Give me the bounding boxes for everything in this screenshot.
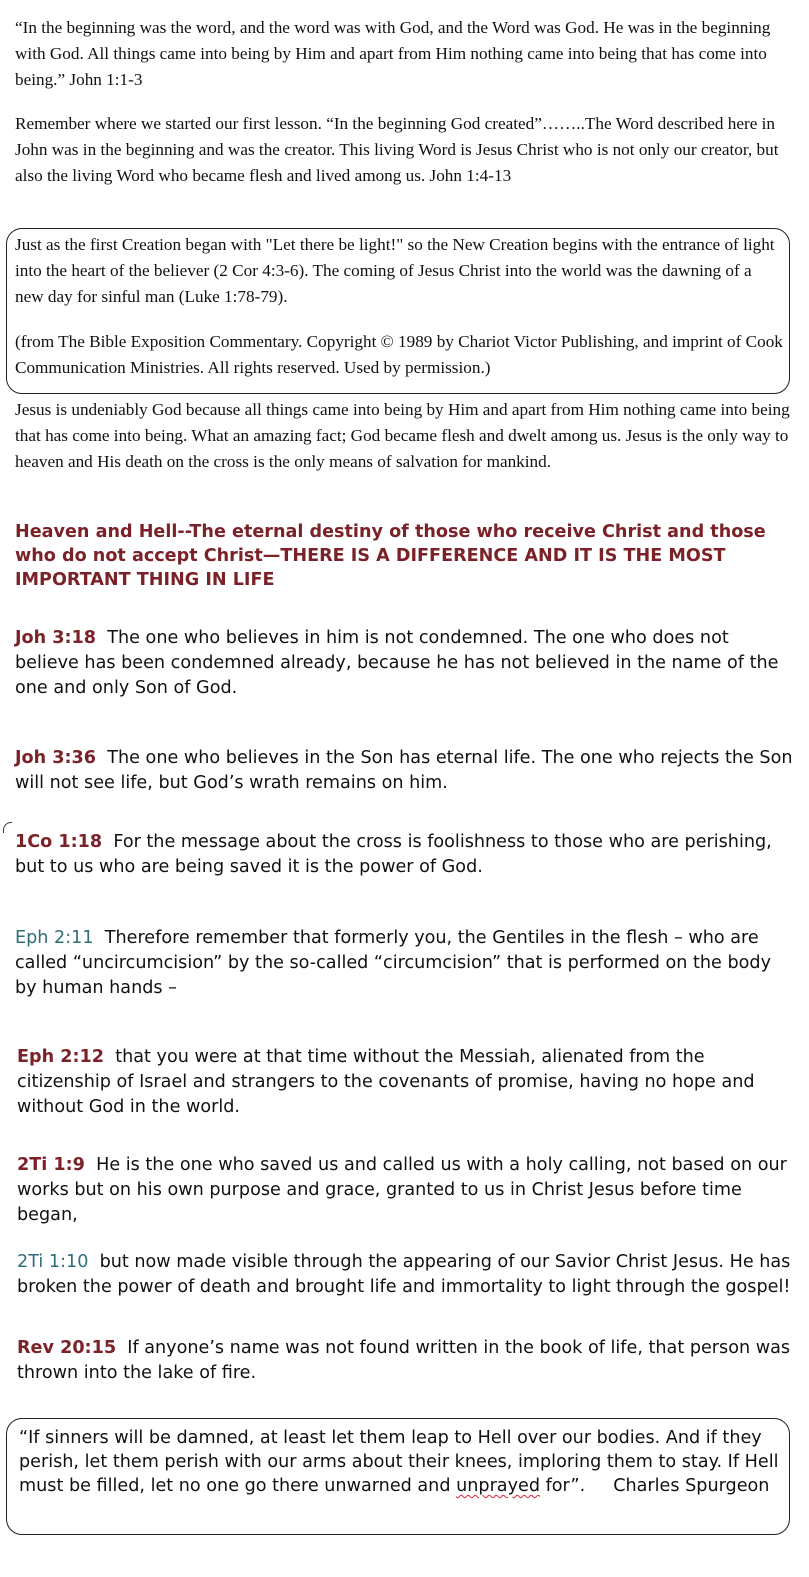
verse-1co-1-18 xyxy=(15,830,795,880)
spurgeon-quote-box xyxy=(6,1418,790,1535)
corner-mark xyxy=(3,822,12,833)
verse-reference: Joh 3:18 xyxy=(15,628,97,648)
spurgeon-quote-text: “If sinners will be damned, at least let them leap to Hell over our bodies. And if they perish, let them perish with our arms about their knees, imploring them to stay. If Hell must be filled, let no one go there unwarned and xyxy=(19,1428,779,1496)
verse-text: but now made visible through the appearing of our Savior Christ Jesus. He has broken the power of death and brought life and immortality to light through the gospel! xyxy=(17,1252,791,1297)
verse-joh-3-36 xyxy=(15,746,795,796)
jesus-paragraph: Jesus is undeniably God because all things came into being by Him and apart from Him nothing came into being that has come into being. What an amazing fact; God became flesh and dwelt among us. Jesus is the only way to heaven and His death on the cross is the only means of salvation for mankind. xyxy=(15,400,790,471)
spurgeon-author: Charles Spurgeon xyxy=(613,1476,770,1496)
verse-eph-2-11 xyxy=(15,926,795,1001)
section-heading: Heaven and Hell--The eternal destiny of those who receive Christ and those who do not accept Christ—THERE IS A DIFFERENCE AND IT IS THE MOST IMPORTANT THING IN LIFE xyxy=(15,522,766,590)
verse-text: For the message about the cross is foolishness to those who are perishing, but to us who are being saved it is the power of God. xyxy=(15,832,772,877)
verse-reference: Eph 2:11 xyxy=(15,928,94,948)
verse-eph-2-12 xyxy=(17,1045,795,1120)
verse-text: He is the one who saved us and called us with a holy calling, not based on our works but on his own purpose and grace, granted to us in Christ Jesus before time began, xyxy=(17,1155,787,1225)
spurgeon-quote-end: for”. xyxy=(540,1476,586,1496)
verse-text: The one who believes in the Son has eternal life. The one who rejects the Son will not see life, but God’s wrath remains on him. xyxy=(15,748,793,793)
verse-reference: Eph 2:12 xyxy=(17,1047,105,1067)
commentary-box xyxy=(6,228,790,394)
verse-reference: 2Ti 1:9 xyxy=(17,1155,85,1175)
verse-text: The one who believes in him is not condemned. The one who does not believe has been condemned already, because he has not believed in the name of the one and only Son of God. xyxy=(15,628,779,698)
verse-text: If anyone’s name was not found written in the book of life, that person was thrown into the lake of fire. xyxy=(17,1338,791,1383)
verse-reference: 1Co 1:18 xyxy=(15,832,103,852)
verse-joh-3-18 xyxy=(15,626,795,701)
verse-2ti-1-9 xyxy=(17,1153,795,1228)
remember-paragraph: Remember where we started our first lesson. “In the beginning God created”……..The Word described here in John was in the beginning and was the creator. This living Word is Jesus Christ who is not only our creator, but also the living Word who became flesh and lived among us. John 1:4-13 xyxy=(15,114,779,185)
verse-rev-20-15 xyxy=(17,1336,795,1386)
john-quote-paragraph: “In the beginning was the word, and the word was with God, and the Word was God. He was in the beginning with God. All things came into being by Him and apart from Him nothing came into being that has come into being.” John 1:1-3 xyxy=(15,18,771,89)
verse-text: Therefore remember that formerly you, the Gentiles in the flesh – who are called “uncircumcision” by the so-called “circumcision” that is performed on the body by human hands – xyxy=(15,928,771,998)
verse-reference: 2Ti 1:10 xyxy=(17,1252,89,1272)
verse-text: that you were at that time without the Messiah, alienated from the citizenship of Israel and strangers to the covenants of promise, having no hope and without God in the world. xyxy=(17,1047,755,1117)
commentary-text: Just as the first Creation began with "Let there be light!" so the New Creation begins with the entrance of light into the heart of the believer (2 Cor 4:3-6). The coming of Jesus Christ into the world was the dawning of a new day for sinful man (Luke 1:78-79). xyxy=(15,235,775,306)
spurgeon-quote-misspelled-word: unprayed xyxy=(456,1476,540,1496)
commentary-credit: (from The Bible Exposition Commentary. Copyright © 1989 by Chariot Victor Publishing, and imprint of Cook Communication Ministries. All rights reserved. Used by permission.) xyxy=(15,332,783,377)
verse-2ti-1-10 xyxy=(17,1250,795,1300)
verse-reference: Joh 3:36 xyxy=(15,748,97,768)
spurgeon-quote xyxy=(19,1426,783,1498)
verse-reference: Rev 20:15 xyxy=(17,1338,117,1358)
